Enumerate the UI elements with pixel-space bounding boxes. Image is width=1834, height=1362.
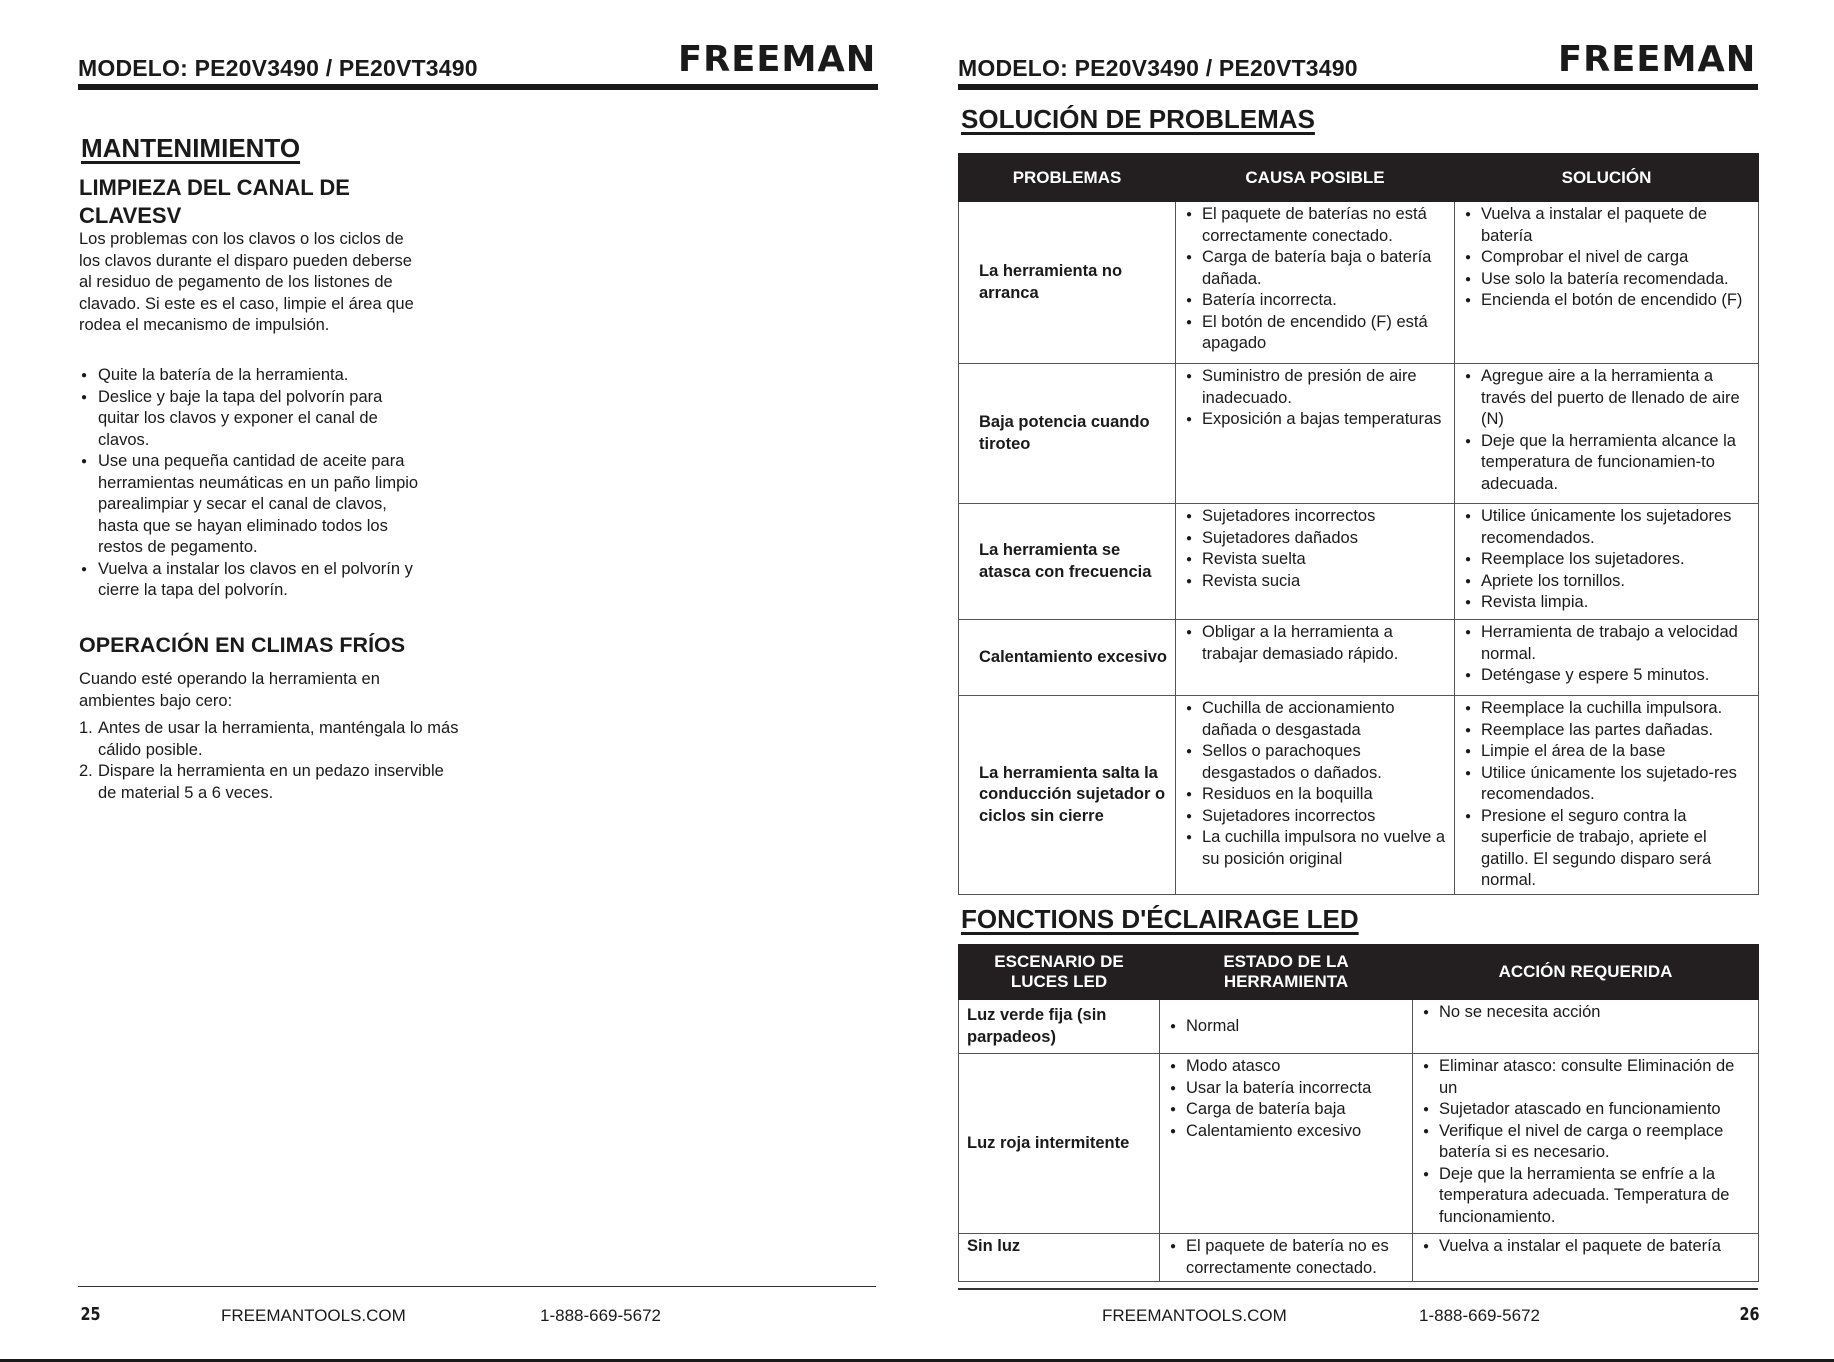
list-item: ● Exposición a bajas temperaturas (1184, 409, 1446, 431)
list-item (79, 761, 459, 804)
troubleshooting-table (958, 153, 1759, 895)
cell-bullet-list (1463, 622, 1750, 687)
section-title-led-functions: FONCTIONS D'ÉCLAIRAGE LED (961, 904, 1359, 934)
model-number: MODELO: PE20V3490 / PE20VT3490 (958, 55, 1358, 81)
cause-cell (1176, 364, 1455, 504)
freeman-logo: FREEMAN (677, 39, 876, 80)
solution-cell (1455, 202, 1759, 364)
list-item: ● Deslice y baje la tapa del polvorín para quitar los clavos y exponer el canal de clavos. (79, 387, 424, 452)
list-item: ● Use solo la batería recomendada. (1463, 269, 1750, 291)
cell-bullet-list (1184, 366, 1446, 431)
cell-bullet-list (1421, 1056, 1750, 1228)
cause-cell (1176, 202, 1455, 364)
led-scenario-cell: Luz roja intermitente (959, 1054, 1160, 1234)
list-item: ● La cuchilla impulsora no vuelve a su posición original (1184, 827, 1446, 870)
footer-phone: 1-888-669-5672 (540, 1306, 661, 1325)
list-item: ● Modo atasco (1168, 1056, 1404, 1078)
column-header-led-scenario: ESCENARIO DE LUCES LED (959, 945, 1160, 1000)
column-header-possible-cause: CAUSA POSIBLE (1176, 154, 1455, 202)
list-item: ● El botón de encendido (F) está apagado (1184, 312, 1446, 355)
footer-website: FREEMANTOOLS.COM (1102, 1306, 1287, 1325)
list-item: ● Limpie el área de la base (1463, 741, 1750, 763)
problem-cell: Baja potencia cuando tiroteo (959, 364, 1176, 504)
list-item: ● Suministro de presión de aire inadecuado. (1184, 366, 1446, 409)
list-item (79, 718, 459, 761)
list-item: ● Vuelva a instalar el paquete de batería (1421, 1236, 1750, 1258)
column-header-required-action: ACCIÓN REQUERIDA (1413, 945, 1759, 1000)
footer-divider (958, 1288, 1758, 1290)
maintenance-paragraph: Los problemas con los clavos o los ciclos de los clavos durante el disparo pueden deberse al residuo de pegamento de los listones de clavado. Si este es el caso, limpie el área que rodea el mecanismo de impulsión. (79, 230, 414, 334)
subhead-nail-channel-cleaning: LIMPIEZA DEL CANAL DE CLAVESV (79, 175, 350, 228)
required-action-cell (1413, 1000, 1759, 1054)
cell-bullet-list (1463, 204, 1750, 312)
list-item: ● Usar la batería incorrecta (1168, 1078, 1404, 1100)
list-item: ● Revista limpia. (1463, 592, 1750, 614)
cell-bullet-list (1184, 506, 1446, 592)
page-header (78, 38, 878, 90)
problem-cell: La herramienta no arranca (959, 202, 1176, 364)
list-item: ● Presione el seguro contra la superficie de trabajo, apriete el gatillo. El segundo disparo será normal. (1463, 806, 1750, 892)
list-item: ● Sujetadores dañados (1184, 528, 1446, 550)
list-item: ● Apriete los tornillos. (1463, 571, 1750, 593)
cell-bullet-list (1184, 204, 1446, 355)
footer-phone: 1-888-669-5672 (1419, 1306, 1540, 1325)
solution-cell (1455, 504, 1759, 620)
required-action-cell (1413, 1054, 1759, 1234)
page-header (958, 38, 1758, 90)
tool-state-cell (1160, 1054, 1413, 1234)
list-item: ● No se necesita acción (1421, 1002, 1750, 1024)
cell-bullet-list (1463, 506, 1750, 614)
list-item: ● Sellos o parachoques desgastados o dañados. (1184, 741, 1446, 784)
cell-bullet-list (1463, 698, 1750, 892)
led-scenario-cell: Sin luz (959, 1234, 1160, 1282)
list-item: ● Vuelva a instalar los clavos en el polvorín y cierre la tapa del polvorín. (79, 559, 424, 602)
list-item: ● Encienda el botón de encendido (F) (1463, 290, 1750, 312)
list-item: ● El paquete de baterías no está correctamente conectado. (1184, 204, 1446, 247)
list-item: ● Sujetadores incorrectos (1184, 506, 1446, 528)
cell-bullet-list (1421, 1002, 1750, 1024)
table-row (959, 620, 1759, 696)
list-item: ● Deje que la herramienta se enfríe a la temperatura adecuada. Temperatura de funcionamiento. (1421, 1164, 1750, 1229)
cell-bullet-list (1168, 1236, 1404, 1279)
maintenance-steps-list (79, 365, 424, 602)
cell-bullet-list (1463, 366, 1750, 495)
page-number: 26 (1739, 1304, 1760, 1325)
problem-cell: La herramienta salta la conducción sujetador o ciclos sin cierre (959, 696, 1176, 895)
table-row (959, 1000, 1759, 1054)
list-item: ● Sujetador atascado en funcionamiento (1421, 1099, 1750, 1121)
led-scenario-cell: Luz verde fija (sin parpadeos) (959, 1000, 1160, 1054)
list-item: ● Reemplace las partes dañadas. (1463, 720, 1750, 742)
list-item: ● Calentamiento excesivo (1168, 1121, 1404, 1143)
list-item: ● Reemplace la cuchilla impulsora. (1463, 698, 1750, 720)
table-row (959, 202, 1759, 364)
led-functions-table (958, 944, 1759, 1282)
step-number: 1. (79, 719, 93, 737)
tool-state-cell (1160, 1234, 1413, 1282)
section-title-maintenance: MANTENIMIENTO (81, 133, 301, 163)
list-item: ● Verifique el nivel de carga o reemplace batería si es necesario. (1421, 1121, 1750, 1164)
list-item: ● Use una pequeña cantidad de aceite para herramientas neumáticas en un paño limpio parealimpiar y secar el canal de clavos, hasta que se hayan eliminado todos los restos de pegamento. (79, 451, 424, 559)
list-item: ● Revista sucia (1184, 571, 1446, 593)
list-item: ● Herramienta de trabajo a velocidad normal. (1463, 622, 1750, 665)
column-header-solution: SOLUCIÓN (1455, 154, 1759, 202)
table-row (959, 364, 1759, 504)
column-header-problems: PROBLEMAS (959, 154, 1176, 202)
list-item: ● Batería incorrecta. (1184, 290, 1446, 312)
tool-state-cell (1160, 1000, 1413, 1054)
table-row (959, 1234, 1759, 1282)
table-row (959, 696, 1759, 895)
page-number: 25 (80, 1304, 101, 1325)
cause-cell (1176, 504, 1455, 620)
list-item: ● Revista suelta (1184, 549, 1446, 571)
problem-cell: Calentamiento excesivo (959, 620, 1176, 696)
required-action-cell (1413, 1234, 1759, 1282)
table-row (959, 1054, 1759, 1234)
solution-cell (1455, 364, 1759, 504)
list-item: ● Agregue aire a la herramienta a través del puerto de llenado de aire (N) (1463, 366, 1750, 431)
right-page (917, 0, 1834, 1362)
cold-weather-steps-list (79, 718, 459, 804)
list-item: ● Reemplace los sujetadores. (1463, 549, 1750, 571)
subhead-cold-weather: OPERACIÓN EN CLIMAS FRÍOS (79, 633, 406, 657)
list-item: ● Carga de batería baja (1168, 1099, 1404, 1121)
list-item: ● Deje que la herramienta alcance la temperatura de funcionamien-to adecuada. (1463, 431, 1750, 496)
list-item: ● Residuos en la boquilla (1184, 784, 1446, 806)
list-item: ● Deténgase y espere 5 minutos. (1463, 665, 1750, 687)
problem-cell: La herramienta se atasca con frecuencia (959, 504, 1176, 620)
cell-bullet-list (1168, 1016, 1404, 1038)
step-number: 2. (79, 762, 93, 780)
model-number: MODELO: PE20V3490 / PE20VT3490 (78, 55, 478, 81)
footer-divider (78, 1286, 876, 1287)
list-item: ● Eliminar atasco: consulte Eliminación de un (1421, 1056, 1750, 1099)
list-item: ● Obligar a la herramienta a trabajar demasiado rápido. (1184, 622, 1446, 665)
column-header-tool-state: ESTADO DE LA HERRAMIENTA (1160, 945, 1413, 1000)
cell-bullet-list (1168, 1056, 1404, 1142)
list-item: ● Sujetadores incorrectos (1184, 806, 1446, 828)
cell-bullet-list (1184, 622, 1446, 665)
cold-weather-paragraph: Cuando esté operando la herramienta en ambientes bajo cero: (79, 670, 380, 710)
list-item: ● El paquete de batería no es correctamente conectado. (1168, 1236, 1404, 1279)
list-item: ● Cuchilla de accionamiento dañada o desgastada (1184, 698, 1446, 741)
footer-website: FREEMANTOOLS.COM (221, 1306, 406, 1325)
list-item: ● Comprobar el nivel de carga (1463, 247, 1750, 269)
list-item: ● Utilice únicamente los sujetadores recomendados. (1463, 506, 1750, 549)
cause-cell (1176, 620, 1455, 696)
list-item: ● Quite la batería de la herramienta. (79, 365, 424, 387)
cell-bullet-list (1421, 1236, 1750, 1258)
cause-cell (1176, 696, 1455, 895)
list-item: ● Vuelva a instalar el paquete de batería (1463, 204, 1750, 247)
cell-bullet-list (1184, 698, 1446, 870)
section-title-troubleshooting: SOLUCIÓN DE PROBLEMAS (961, 104, 1315, 134)
list-item: ● Carga de batería baja o batería dañada. (1184, 247, 1446, 290)
step-text: Dispare la herramienta en un pedazo inservible de material 5 a 6 veces. (98, 762, 444, 802)
list-item: ● Utilice únicamente los sujetado-res recomendados. (1463, 763, 1750, 806)
freeman-logo: FREEMAN (1557, 39, 1756, 80)
solution-cell (1455, 696, 1759, 895)
solution-cell (1455, 620, 1759, 696)
step-text: Antes de usar la herramienta, manténgala lo más cálido posible. (98, 719, 459, 759)
table-row (959, 504, 1759, 620)
list-item: ● Normal (1168, 1016, 1404, 1038)
